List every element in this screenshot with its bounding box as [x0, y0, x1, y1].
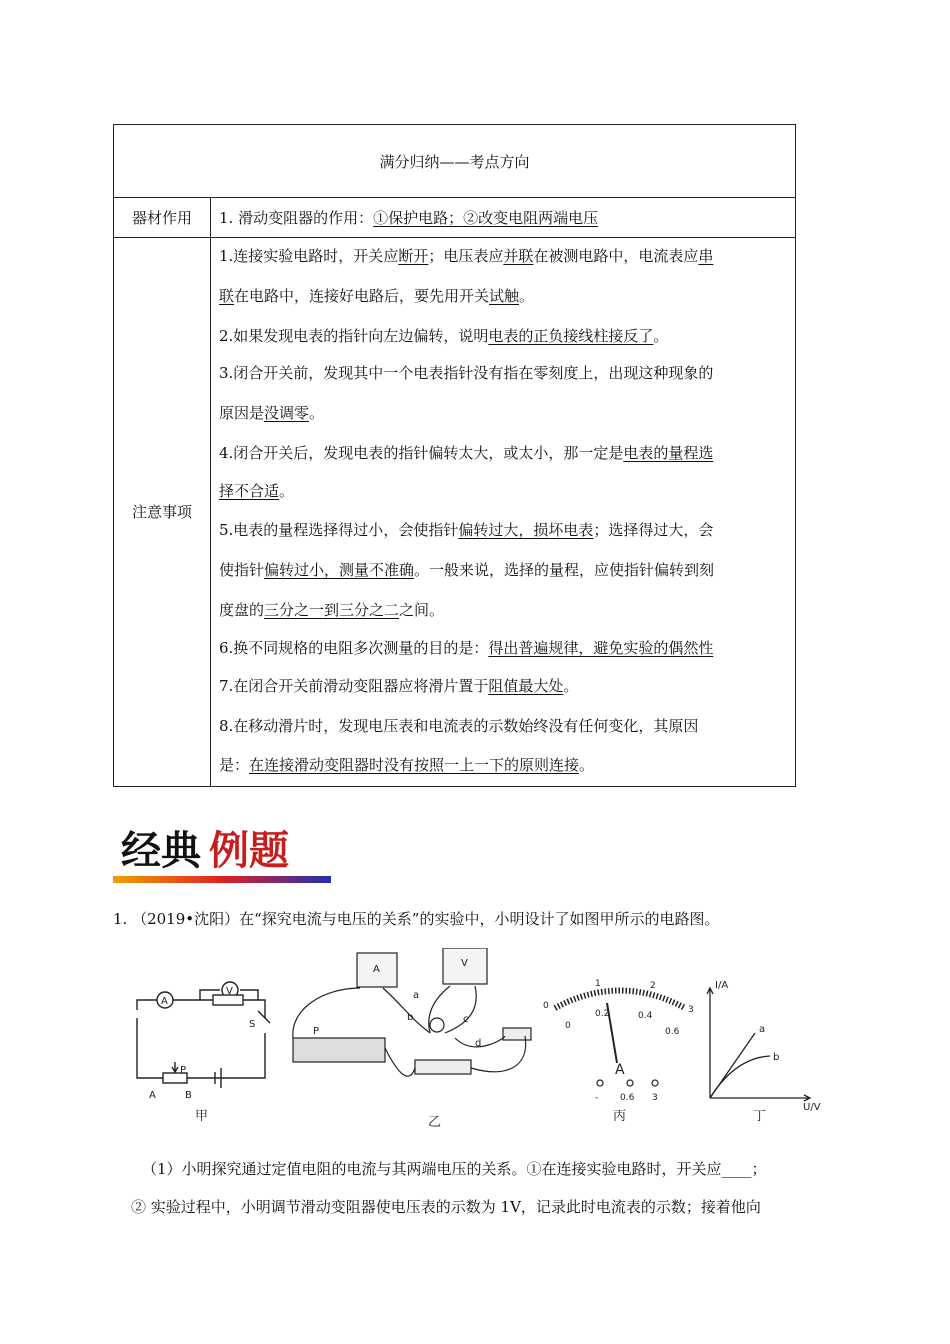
- note-text: ；电压表应: [428, 247, 504, 265]
- note-answer: 联: [219, 287, 235, 305]
- dial-terminal-neg: -: [595, 1093, 599, 1103]
- note-answer: 得出普遍规律，避免实验的偶然性: [488, 639, 714, 657]
- question-line-3: ② 实验过程中，小明调节滑动变阻器使电压表的示数为 1V，记录此时电流表的示数；接着他向: [131, 1198, 761, 1216]
- fig-label-bing: 丙: [613, 1109, 627, 1124]
- app-label-c: c: [463, 1014, 469, 1025]
- note-line: [219, 519, 713, 540]
- note-answer: 偏转过大，损坏电表: [458, 521, 594, 539]
- note-text: 。一般来说，选择的量程，应使指针偏转到刻: [414, 561, 715, 579]
- dial-unit: A: [615, 1062, 625, 1078]
- fig-label-yi: 乙: [428, 1115, 442, 1130]
- graph-curve-a-label: a: [759, 1024, 766, 1035]
- label-ammeter: A: [161, 996, 168, 1007]
- note-text: 使指针: [219, 561, 265, 579]
- note-text: 在电路中，连接好电路后，要先用开关: [234, 287, 490, 305]
- note-line: [219, 559, 714, 580]
- note-text: 8.在移动滑片时，发现电压表和电流表的示数始终没有任何变化，其原因: [219, 717, 699, 735]
- note-text: 之间。: [399, 601, 445, 619]
- graph-x-label: U/V: [803, 1102, 821, 1113]
- note-line: [219, 362, 713, 383]
- graph-curve-b: [710, 1056, 770, 1098]
- note-answer: 阻值最大处: [488, 677, 564, 695]
- note-text: 。: [653, 327, 669, 345]
- dial-top-3: 3: [688, 1005, 694, 1015]
- note-text: 2.如果发现电表的指针向左边偏转，说明: [219, 327, 489, 345]
- app-label-a: a: [413, 990, 420, 1001]
- note-line: [219, 599, 444, 620]
- note-text: 度盘的: [219, 601, 265, 619]
- dial-terminal-3: 3: [652, 1093, 658, 1103]
- notes-row: [114, 237, 795, 786]
- note-answer: 试触: [489, 287, 520, 305]
- note-answer: 没调零: [264, 404, 310, 422]
- label-switch: S: [249, 1019, 256, 1030]
- equipment-label: 器材作用: [114, 197, 211, 237]
- note-text: 。: [579, 756, 595, 774]
- note-text: 3.闭合开关前，发现其中一个电表指针没有指在零刻度上，出现这种现象的: [219, 364, 714, 382]
- dial-bottom-2: 0.4: [638, 1011, 653, 1021]
- app-label-d: d: [475, 1038, 482, 1049]
- classic-examples-banner: [113, 820, 333, 890]
- apparatus-switch: [503, 1028, 531, 1040]
- note-text: 。: [519, 287, 535, 305]
- dial-top-2: 2: [650, 981, 656, 991]
- note-answer: 三分之一到三分之二: [264, 601, 400, 619]
- note-text: 7.在闭合开关前滑动变阻器应将滑片置于: [219, 677, 489, 695]
- note-line: [219, 675, 578, 696]
- apparatus-bulb: [430, 1018, 444, 1032]
- circuit-switch: [258, 1011, 270, 1023]
- label-end-b: B: [185, 1090, 192, 1101]
- table-header: 满分归纳——考点方向: [114, 125, 795, 198]
- question-line-1: 1. （2019•沈阳）在“探究电流与电压的关系”的实验中，小明设计了如图甲所示的电路图。: [113, 910, 720, 928]
- note-answer: 偏转过小，测量不准确: [264, 561, 415, 579]
- notes-label: 注意事项: [114, 237, 211, 786]
- fig-label-jia: 甲: [195, 1109, 209, 1124]
- note-answer: 电表的正负接线柱接反了: [488, 327, 654, 345]
- note-line: [219, 285, 534, 306]
- apparatus-battery: [415, 1060, 471, 1074]
- note-answer: 电表的量程选: [623, 444, 714, 462]
- note-line: [219, 637, 713, 658]
- note-answer: 择不合适: [219, 482, 280, 500]
- note-text: ；选择得过大，会: [593, 521, 714, 539]
- note-text: 原因是: [219, 404, 265, 422]
- equipment-prefix: 1. 滑动变阻器的作用：: [219, 209, 374, 227]
- note-text: 4.闭合开关后，发现电表的指针偏转太大，或太小，那一定是: [219, 444, 624, 462]
- fig-label-ding: 丁: [753, 1109, 767, 1124]
- note-text: 6.换不同规格的电阻多次测量的目的是：: [219, 639, 489, 657]
- app-label-voltmeter: V: [461, 958, 468, 969]
- note-text: 在被测电路中，电流表应: [533, 247, 699, 265]
- dial-bottom-0: 0: [565, 1021, 571, 1031]
- banner-underline: [113, 876, 331, 883]
- circuit-slider: [172, 1062, 178, 1072]
- note-line: [219, 480, 294, 501]
- equipment-text: [219, 207, 787, 228]
- note-line: [219, 715, 698, 736]
- banner-text-2: 例题: [209, 828, 289, 874]
- iu-graph: [707, 988, 810, 1101]
- app-label-ammeter: A: [373, 964, 380, 975]
- note-line: [219, 754, 594, 775]
- note-line: [219, 442, 713, 463]
- note-text: 。: [279, 482, 295, 500]
- question-line-2: （1）小明探究通过定值电阻的电流与其两端电压的关系。①在连接实验电路时，开关应____；: [142, 1160, 767, 1178]
- graph-y-label: I/A: [715, 980, 729, 991]
- banner-text-1: 经典: [121, 828, 201, 874]
- experiment-figures: [125, 948, 845, 1133]
- dial-top-0: 0: [543, 1001, 549, 1011]
- note-answer: 在连接滑动变阻器时没有按照一上一下的原则连接: [249, 756, 580, 774]
- note-text: 是：: [219, 756, 250, 774]
- app-label-b: b: [407, 1012, 414, 1023]
- label-end-a: A: [149, 1090, 156, 1101]
- dial-terminal-06: 0.6: [620, 1093, 635, 1103]
- apparatus-rheostat: [293, 1038, 385, 1062]
- dial-bottom-3: 0.6: [665, 1027, 680, 1037]
- label-voltmeter: V: [226, 986, 233, 997]
- note-text: 。: [563, 677, 579, 695]
- dial-top-1: 1: [595, 979, 601, 989]
- note-text: 5.电表的量程选择得过小，会使指针: [219, 521, 459, 539]
- graph-curve-b-label: b: [773, 1052, 780, 1063]
- note-text: 。: [309, 404, 325, 422]
- circuit-diagram: [137, 982, 270, 1088]
- note-line: [219, 402, 324, 423]
- label-slider: P: [180, 1065, 187, 1076]
- note-line: [219, 325, 668, 346]
- dial-bottom-1: 0.2: [595, 1009, 610, 1019]
- note-answer: 断开: [398, 247, 429, 265]
- equipment-row: [114, 197, 795, 238]
- app-label-p: P: [313, 1026, 320, 1037]
- note-answer: 并联: [503, 247, 534, 265]
- note-text: 1.连接实验电路时，开关应: [219, 247, 399, 265]
- note-answer: 串: [698, 247, 714, 265]
- equipment-underlined: ①保护电路；②改变电阻两端电压: [373, 209, 599, 227]
- note-line: [219, 245, 713, 266]
- summary-table: [113, 124, 796, 787]
